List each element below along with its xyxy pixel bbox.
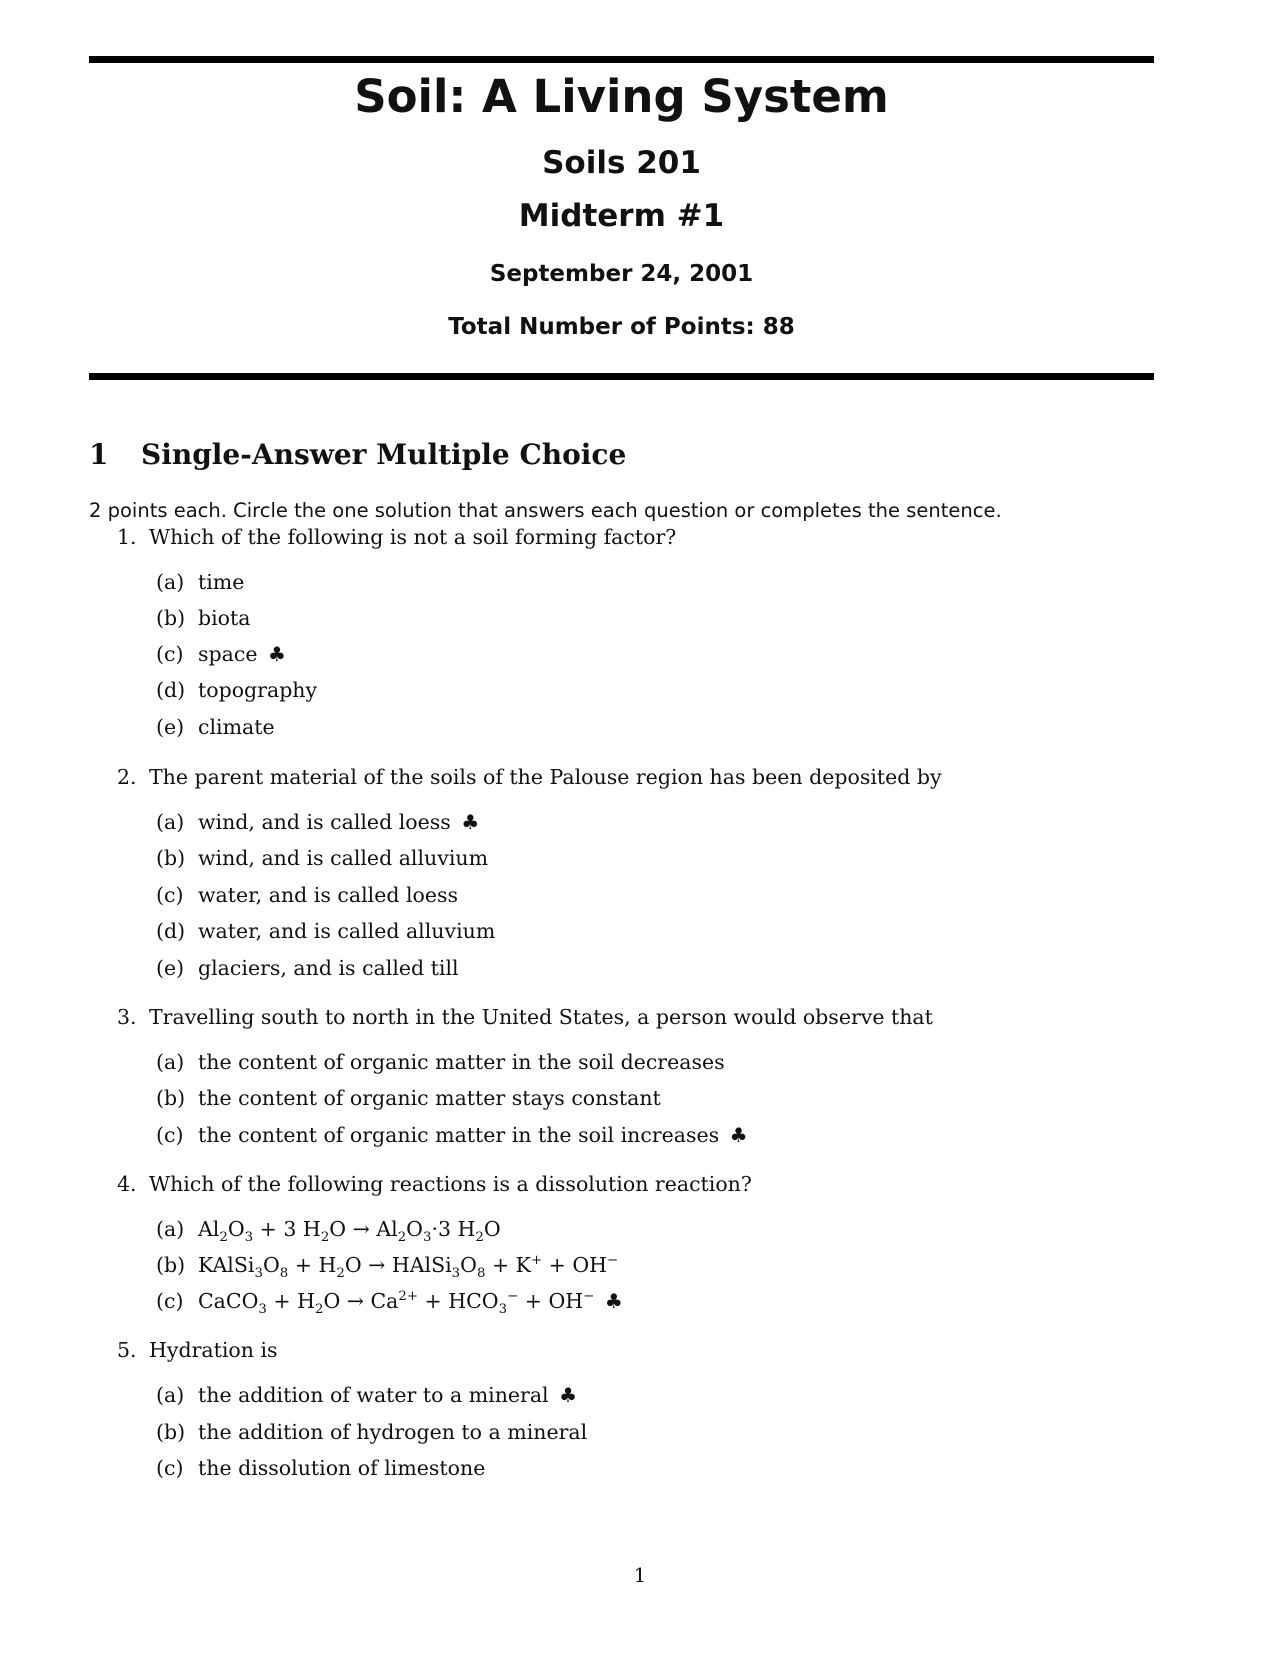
section-heading xyxy=(89,437,626,473)
answer-option: (e) glaciers, and is called till xyxy=(156,956,459,980)
question-text: Travelling south to north in the United States, a person would observe that xyxy=(149,1005,933,1029)
exam-date: September 24, 2001 xyxy=(489,261,754,287)
answer-option-correct: (c) CaCO$_3$ + $H_2O \to Ca^{2+} + HCO_3^- + OH^-$ ♣ xyxy=(156,1289,623,1318)
answer-option: (d) water, and is called alluvium xyxy=(156,919,496,943)
exam-name: Midterm #1 xyxy=(518,198,725,234)
club-answer-icon: ♣ xyxy=(604,1289,623,1313)
question-number: 4. xyxy=(117,1172,137,1196)
club-answer-icon: ♣ xyxy=(559,1383,578,1407)
answer-option: (c) water, and is called loess xyxy=(156,883,459,907)
question-2 xyxy=(117,762,942,792)
answer-option: (c) the dissolution of limestone xyxy=(156,1456,486,1480)
chemical-equation: CaCO$_3$ + $H_2O \to Ca^{2+} + HCO_3^- + OH^-$ xyxy=(198,1289,595,1318)
question-5 xyxy=(117,1335,278,1365)
question-text: Which of the following is not a soil forming factor? xyxy=(149,525,677,549)
page-number: 1 xyxy=(633,1563,647,1587)
bottom-rule xyxy=(89,373,1154,380)
question-number: 1. xyxy=(117,525,137,549)
question-number: 3. xyxy=(117,1005,137,1029)
answer-option: (b) wind, and is called alluvium xyxy=(156,846,489,870)
answer-option: (b) $KAlSi_3O_8 + H_2O$ → $HAlSi_3O_8 + K^+ + OH^-$ xyxy=(156,1253,619,1282)
answer-option: (a) the content of organic matter in the soil decreases xyxy=(156,1050,725,1074)
answer-option: (b) biota xyxy=(156,606,251,630)
question-4 xyxy=(117,1169,752,1199)
question-number: 2. xyxy=(117,765,137,789)
answer-option: (a) $Al_2O_3 + 3$ $H_2O \to Al_2O_3\cdot 3$ $H_2O$ xyxy=(156,1217,501,1246)
question-text: The parent material of the soils of the Palouse region has been deposited by xyxy=(149,765,942,789)
top-rule xyxy=(89,56,1154,63)
section-instructions: 2 points each. Circle the one solution that answers each question or completes the sentence. xyxy=(89,499,1002,522)
question-text: Which of the following reactions is a dissolution reaction? xyxy=(149,1172,752,1196)
answer-option: (a) time xyxy=(156,570,245,594)
club-answer-icon: ♣ xyxy=(461,810,480,834)
total-points: Total Number of Points: 88 xyxy=(448,314,795,340)
question-3 xyxy=(117,1002,933,1032)
answer-option-correct: (a) wind, and is called loess ♣ xyxy=(156,810,480,834)
answer-option-correct: (a) the addition of water to a mineral ♣ xyxy=(156,1383,578,1407)
section-title: Single-Answer Multiple Choice xyxy=(141,438,627,471)
course-name: Soils 201 xyxy=(542,145,701,181)
club-answer-icon: ♣ xyxy=(729,1123,748,1147)
answer-option-correct: (c) the content of organic matter in the soil increases ♣ xyxy=(156,1123,748,1147)
answer-option: (e) climate xyxy=(156,715,275,739)
question-1 xyxy=(117,522,676,552)
answer-option: (b) the content of organic matter stays constant xyxy=(156,1086,661,1110)
question-text: Hydration is xyxy=(149,1338,278,1362)
answer-option-correct: (c) space ♣ xyxy=(156,642,286,666)
question-number: 5. xyxy=(117,1338,137,1362)
chemical-equation: $Al_2O_3 + 3$ $H_2O \to Al_2O_3\cdot 3$ $H_2O$ xyxy=(198,1217,501,1246)
answer-option: (b) the addition of hydrogen to a mineral xyxy=(156,1420,588,1444)
club-answer-icon: ♣ xyxy=(268,642,286,666)
section-number: 1 xyxy=(89,438,109,471)
chemical-equation: $KAlSi_3O_8 + H_2O$ → $HAlSi_3O_8 + K^+ + OH^-$ xyxy=(198,1253,619,1282)
page-title: Soil: A Living System xyxy=(354,70,889,123)
answer-option: (d) topography xyxy=(156,678,318,702)
